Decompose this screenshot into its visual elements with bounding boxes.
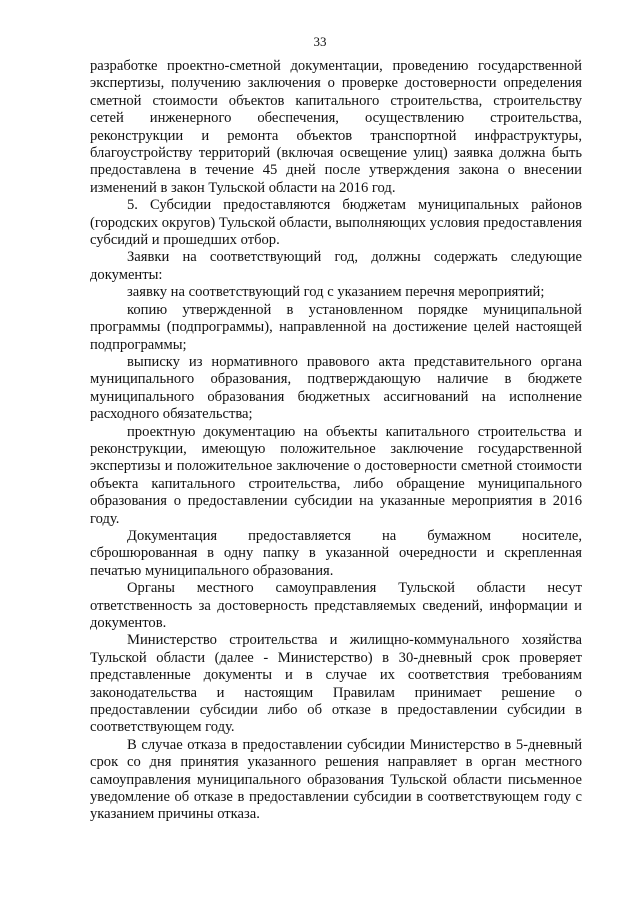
paragraph-1: разработке проектно-сметной документации, проведению государственной экспертизы, получению заключения о проверке достоверности определения сметной стоимости объектов капитального строительства, строительству сетей инженерного обеспечения, осуществлению строительства, реконструкции и ремонта объектов транспортной инфраструктуры, благоустройству территорий (включая освещение улиц) заявка должна быть предоставлена в течение 45 дней после утверждения закона о внесении изменений в закон Тульской области на 2016 год. [90, 58, 582, 196]
paragraph-2: 5. Субсидии предоставляются бюджетам муниципальных районов (городских округов) Тульской области, выполняющих условия предоставления субсидий и прошедших отбор. [90, 197, 582, 249]
paragraph-7: проектную документацию на объекты капитального строительства и реконструкции, имеющую положительное заключение государственной экспертизы и положительное заключение о достоверности сметной стоимости объекта капитального строительства, либо обращение муниципального образования о предоставлении субсидии на указанные мероприятия в 2016 году. [90, 423, 582, 527]
page-number: 33 [313, 34, 327, 49]
paragraph-11: В случае отказа в предоставлении субсидии Министерство в 5-дневный срок со дня принятия указанного решения направляет в орган местного самоуправления муниципального образования Тульской области письменное уведомление об отказе в предоставлении субсидии в соответствующем году с указанием причины отказа. [90, 736, 582, 823]
paragraph-5: копию утвержденной в установленном порядке муниципальной программы (подпрограммы), направленной на достижение целей настоящей подпрограммы; [90, 301, 582, 353]
paragraph-6: выписку из нормативного правового акта представительного органа муниципального образования, подтверждающую наличие в бюджете муниципального образования бюджетных ассигнований на исполнение расходного обязательства; [90, 353, 582, 423]
paragraph-9: Органы местного самоуправления Тульской области несут ответственность за достоверность представляемых сведений, информации и документов. [90, 580, 582, 631]
paragraph-8: Документация предоставляется на бумажном носителе, сброшюрованная в одну папку в указанной очередности и скрепленная печатью муниципального образования. [90, 527, 582, 579]
paragraph-10: Министерство строительства и жилищно-коммунального хозяйства Тульской области (далее - Министерство) в 30-дневный срок проверяет представленные документы и в случае их соответствия требованиям законодательства и настоящим Правилам принимает решение о предоставлении субсидии либо об отказе в предоставлении субсидии в соответствующем году. [90, 632, 582, 736]
paragraph-3: Заявки на соответствующий год, должны содержать следующие документы: [90, 249, 582, 283]
document-body [90, 58, 582, 824]
paragraph-4: заявку на соответствующий год с указанием перечня мероприятий; [127, 284, 545, 301]
